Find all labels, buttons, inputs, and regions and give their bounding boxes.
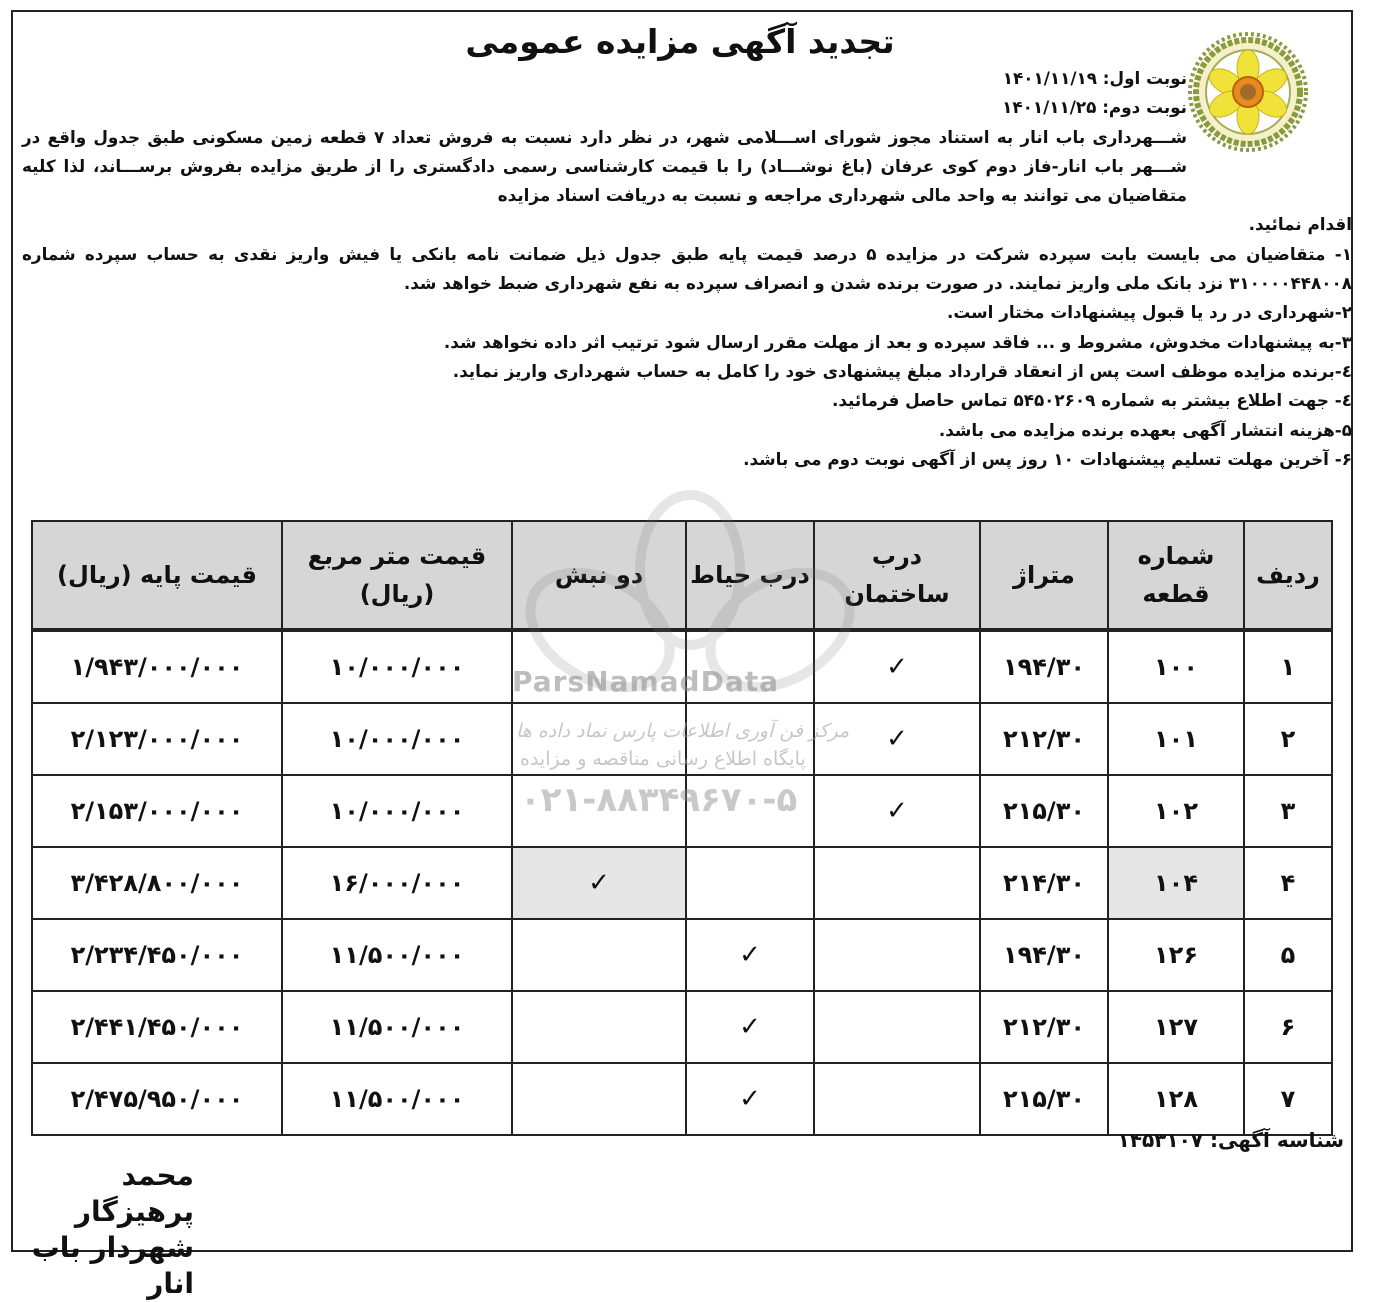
area-cell: ۱۹۴/۳۰ [980, 919, 1108, 991]
plot-number-cell: ۱۰۰ [1108, 630, 1244, 703]
intro-paragraph: شـــهرداری باب انار به استناد مجوز شورای اســـلامی شهر، در نظر دارد نسبت به فروش تعداد ۷ قطعه زمین مسکونی طبق جدول واقع در شـــهر باب انار-فاز دوم کوی عرفان (باغ نوشـــاد) را با قیمت کارشناسی رسمی دادگستری را از طریق مزایده بفروش برســـاند، لذا کلیه متقاضیان می توانند به واحد مالی شهرداری مراجعه و نسبت به دریافت اسناد مزایده [22, 126, 1187, 206]
base-price-cell: ۳/۴۲۸/۸۰۰/۰۰۰ [32, 847, 282, 919]
row-number-cell: ۷ [1244, 1063, 1332, 1135]
door-building-cell [814, 775, 980, 847]
table-row [32, 847, 1332, 919]
condition-4: ٤-برنده مزایده موظف است پس از انعقاد قرارداد مبلغ پیشنهادی خود را کامل به حساب شهرداری واریز نماید. [452, 360, 1352, 381]
header-corner: دو نبش [512, 521, 686, 630]
base-price-cell: ۲/۲۳۴/۴۵۰/۰۰۰ [32, 919, 282, 991]
signature-block [24, 1158, 194, 1302]
header-area: متراژ [980, 521, 1108, 630]
row-number-cell: ۱ [1244, 630, 1332, 703]
area-cell: ۲۱۲/۳۰ [980, 991, 1108, 1063]
price-sqm-cell: ۱۱/۵۰۰/۰۰۰ [282, 1063, 512, 1135]
price-sqm-cell: ۱۰/۰۰۰/۰۰۰ [282, 630, 512, 703]
row-number-cell: ۴ [1244, 847, 1332, 919]
corner-cell [512, 847, 686, 919]
door-yard-cell [686, 991, 814, 1063]
watermark-brand: ParsNamadData [512, 665, 779, 698]
door-building-cell [814, 847, 980, 919]
header-price-sqm: قیمت متر مربع (ریال) [282, 521, 512, 630]
door-yard-cell [686, 847, 814, 919]
area-cell: ۲۱۵/۳۰ [980, 1063, 1108, 1135]
notice-body [22, 64, 1352, 474]
header-door-yard: درب حیاط [686, 521, 814, 630]
watermark-line2: پایگاه اطلاع رسانی مناقصه و مزایده [520, 748, 806, 770]
plot-number-cell: ۱۰۴ [1108, 847, 1244, 919]
ad-identifier: شناسه آگهی: ۱۴۵۳۱۰۷ [1117, 1128, 1344, 1152]
door-building-cell [814, 1063, 980, 1135]
door-yard-cell [686, 919, 814, 991]
first-publication: نوبت اول: ۱۴۰۱/۱۱/۱۹ [1002, 68, 1187, 88]
corner-cell [512, 1063, 686, 1135]
base-price-cell: ۲/۱۵۳/۰۰۰/۰۰۰ [32, 775, 282, 847]
price-sqm-cell: ۱۰/۰۰۰/۰۰۰ [282, 775, 512, 847]
door-building-cell [814, 630, 980, 703]
plot-number-cell: ۱۲۷ [1108, 991, 1244, 1063]
signer-name: محمد پرهیزگار [74, 1159, 194, 1228]
plots-table [31, 520, 1333, 1136]
intro-end: اقدام نمائید. [1248, 214, 1352, 235]
second-publication: نوبت دوم: ۱۴۰۱/۱۱/۲۵ [1002, 97, 1187, 118]
check-mark-icon: ✓ [588, 868, 610, 898]
signer-title: شهردار باب انار [31, 1231, 194, 1300]
door-building-cell [814, 991, 980, 1063]
condition-3: ۳-به پیشنهادات مخدوش، مشروط و ... فاقد سپرده و بعد از مهلت مقرر ارسال شود ترتیب اثر داده نخواهد شد. [443, 331, 1352, 352]
table-row [32, 991, 1332, 1063]
plot-number-cell: ۱۰۲ [1108, 775, 1244, 847]
table-row [32, 919, 1332, 991]
watermark-line1: مرکز فن آوری اطلاعات پارس نماد داده ها [516, 720, 850, 742]
table-header-row [32, 521, 1332, 630]
table-row [32, 1063, 1332, 1135]
condition-5: ۵-هزینه انتشار آگهی بعهده برنده مزایده می باشد. [938, 419, 1352, 440]
check-mark-icon: ✓ [886, 724, 908, 754]
area-cell: ۱۹۴/۳۰ [980, 630, 1108, 703]
row-number-cell: ۶ [1244, 991, 1332, 1063]
price-sqm-cell: ۱۱/۵۰۰/۰۰۰ [282, 919, 512, 991]
plot-number-cell: ۱۲۶ [1108, 919, 1244, 991]
price-sqm-cell: ۱۱/۵۰۰/۰۰۰ [282, 991, 512, 1063]
row-number-cell: ۲ [1244, 703, 1332, 775]
base-price-cell: ۱/۹۴۳/۰۰۰/۰۰۰ [32, 630, 282, 703]
watermark-phone: ۰۲۱-۸۸۳۴۹۶۷۰-۵ [520, 780, 798, 820]
row-number-cell: ۳ [1244, 775, 1332, 847]
corner-cell [512, 991, 686, 1063]
header-row-number: ردیف [1244, 521, 1332, 630]
row-number-cell: ۵ [1244, 919, 1332, 991]
plot-number-cell: ۱۲۸ [1108, 1063, 1244, 1135]
check-mark-icon: ✓ [886, 652, 908, 682]
check-mark-icon: ✓ [886, 796, 908, 826]
plot-number-cell: ۱۰۱ [1108, 703, 1244, 775]
area-cell: ۲۱۲/۳۰ [980, 703, 1108, 775]
corner-cell [512, 919, 686, 991]
check-mark-icon: ✓ [739, 940, 761, 970]
door-yard-cell [686, 1063, 814, 1135]
area-cell: ۲۱۴/۳۰ [980, 847, 1108, 919]
door-building-cell [814, 919, 980, 991]
condition-2: ۲-شهرداری در رد یا قبول پیشنهادات مختار است. [947, 302, 1352, 323]
condition-6: ۶- آخرین مهلت تسلیم پیشنهادات ۱۰ روز پس از آگهی نوبت دوم می باشد. [743, 448, 1352, 469]
header-door-building: درب ساختمان [814, 521, 980, 630]
check-mark-icon: ✓ [739, 1084, 761, 1114]
price-sqm-cell: ۱۶/۰۰۰/۰۰۰ [282, 847, 512, 919]
notice-title: تجدید آگهی مزایده عمومی [465, 22, 895, 61]
check-mark-icon: ✓ [739, 1012, 761, 1042]
base-price-cell: ۲/۴۴۱/۴۵۰/۰۰۰ [32, 991, 282, 1063]
price-sqm-cell: ۱۰/۰۰۰/۰۰۰ [282, 703, 512, 775]
condition-contact: ٤- جهت اطلاع بیشتر به شماره ۵۴۵۰۲۶۰۹ تماس حاصل فرمائید. [831, 390, 1352, 411]
condition-1: ۱- متقاضیان می بایست بابت سپرده شرکت در مزایده ۵ درصد قیمت پایه طبق جدول ذیل ضمانت نامه بانکی یا فیش واریز نقدی به حساب سپرده شماره ۳۱۰۰۰۰۴۴۸۰۰۸ نزد بانک ملی واریز نمایند. در صورت برنده شدن و انصراف سپرده به نفع شهرداری ضبط خواهد شد. [22, 243, 1352, 294]
header-base-price: قیمت پایه (ریال) [32, 521, 282, 630]
base-price-cell: ۲/۱۲۳/۰۰۰/۰۰۰ [32, 703, 282, 775]
base-price-cell: ۲/۴۷۵/۹۵۰/۰۰۰ [32, 1063, 282, 1135]
area-cell: ۲۱۵/۳۰ [980, 775, 1108, 847]
header-plot-number: شماره قطعه [1108, 521, 1244, 630]
